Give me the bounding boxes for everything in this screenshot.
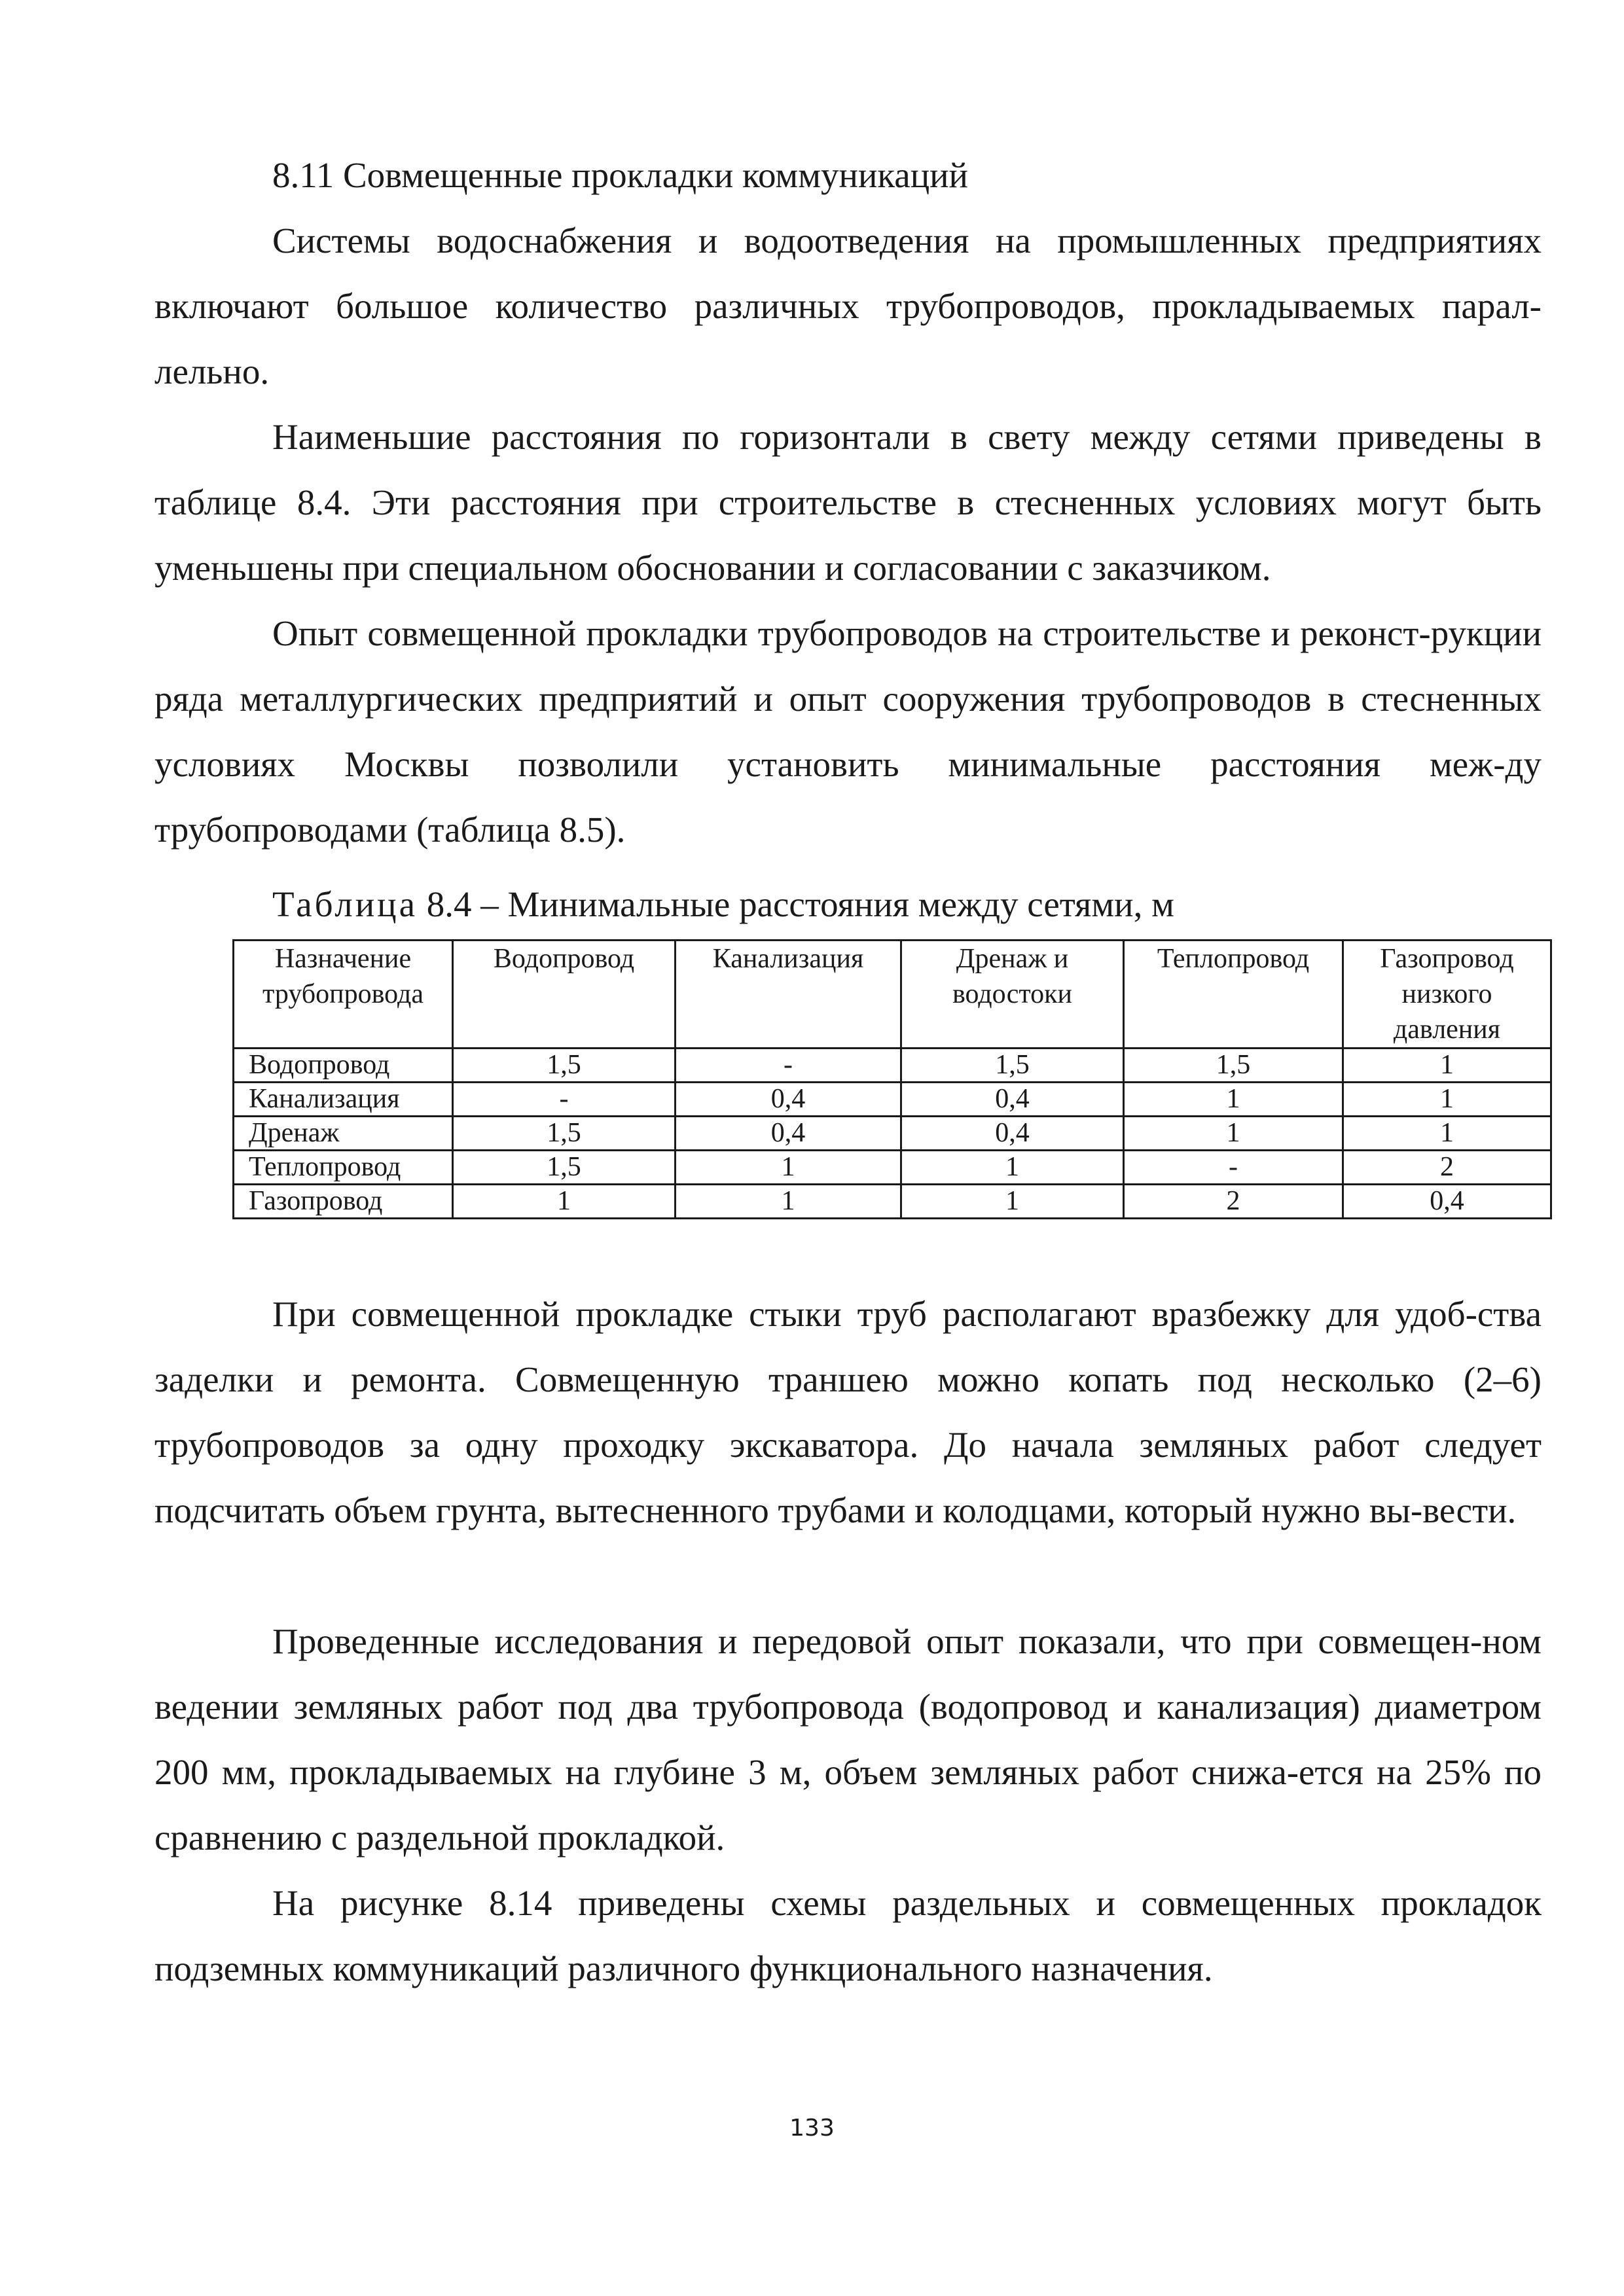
row-label-cell: Канализация [234, 1083, 453, 1117]
table-caption-title: 8.4 – Минимальные расстояния между сетями, м [417, 884, 1174, 924]
table-cell: 1 [1343, 1049, 1551, 1083]
table-cell: 1 [1343, 1083, 1551, 1117]
paragraph-research-results: Проведенные исследования и передовой опыт показали, что при совмещен-ном ведении земляных работ под два трубопровода (водопровод и канализация) диаметром 200 мм, прокладываемых на глубине 3 м, объем земляных работ снижа-ется на 25% по сравнению с раздельной прокладкой. [154, 1621, 1542, 1857]
table-cell: - [1124, 1151, 1343, 1185]
row-label-cell: Дренаж [234, 1117, 453, 1151]
table-cell: 1 [901, 1151, 1124, 1185]
paragraph-figure-reference: На рисунке 8.14 приведены схемы раздельных и совмещенных прокладок подземных коммуникаций различного функционального назначения. [154, 1883, 1542, 1988]
paragraph-joint-layout: При совмещенной прокладке стыки труб располагают вразбежку для удоб-ства заделки и ремонта. Совмещенную траншею можно копать под несколько (2–6) трубопроводов за одну проходку экскаватора. До начала земляных работ следует подсчитать объем грунта, вытесненного трубами и колодцами, который нужно вы-вести. [154, 1294, 1542, 1530]
table-cell: 1 [676, 1151, 901, 1185]
table-cell: 1,5 [453, 1049, 676, 1083]
distances-table [232, 939, 1552, 1219]
table-row [234, 1049, 1551, 1083]
table-cell: 0,4 [676, 1117, 901, 1151]
table-row [234, 1083, 1551, 1117]
header-cell-purpose: Назначение трубопровода [234, 941, 453, 1049]
header-cell-heating: Теплопровод [1124, 941, 1343, 1049]
paragraph-min-distances: Наименьшие расстояния по горизонтали в свету между сетями приведены в таблице 8.4. Эти расстояния при строительстве в стесненных условиях могут быть уменьшены при специальном обосновании и согласовании с заказчиком. [154, 417, 1542, 588]
table-row [234, 1185, 1551, 1219]
table-cell: - [676, 1049, 901, 1083]
table-cell: 2 [1343, 1151, 1551, 1185]
header-cell-sewerage: Канализация [676, 941, 901, 1049]
row-label-cell: Газопровод [234, 1185, 453, 1219]
header-cell-drainage: Дренаж и водостоки [901, 941, 1124, 1049]
header-cell-water-supply: Водопровод [453, 941, 676, 1049]
section-heading: 8.11 Совмещенные прокладки коммуникаций [272, 155, 968, 195]
table-caption-label: Таблица [272, 884, 418, 924]
table-cell: 2 [1124, 1185, 1343, 1219]
table-cell: 1 [453, 1185, 676, 1219]
table-cell: 1 [1124, 1083, 1343, 1117]
table-cell: 1 [901, 1185, 1124, 1219]
table-cell: 0,4 [676, 1083, 901, 1117]
header-cell-gas: Газопровод низкого давления [1343, 941, 1551, 1049]
table-cell: 0,4 [901, 1117, 1124, 1151]
table-caption [272, 885, 1174, 924]
table-header-row [234, 941, 1551, 1049]
table-row [234, 1151, 1551, 1185]
table-cell: 0,4 [901, 1083, 1124, 1117]
table-cell: 1,5 [453, 1151, 676, 1185]
table-cell: - [453, 1083, 676, 1117]
page-number: 133 [789, 2115, 835, 2142]
table-cell: 1 [1124, 1117, 1343, 1151]
table-cell: 1,5 [453, 1117, 676, 1151]
table-cell: 1 [676, 1185, 901, 1219]
table-cell: 1 [1343, 1117, 1551, 1151]
table-cell: 1,5 [1124, 1049, 1343, 1083]
table-cell: 1,5 [901, 1049, 1124, 1083]
paragraph-combined-experience: Опыт совмещенной прокладки трубопроводов на строительстве и реконст-рукции ряда металлургических предприятий и опыт сооружения трубопроводов в стесненных условиях Москвы позволили установить минимальные расстояния меж-ду трубопроводами (таблица 8.5). [154, 613, 1542, 850]
row-label-cell: Водопровод [234, 1049, 453, 1083]
row-label-cell: Теплопровод [234, 1151, 453, 1185]
table-cell: 0,4 [1343, 1185, 1551, 1219]
table-row [234, 1117, 1551, 1151]
paragraph-water-systems: Системы водоснабжения и водоотведения на промышленных предприятиях включают большое количество различных трубопроводов, прокладываемых парал-лельно. [154, 221, 1542, 391]
